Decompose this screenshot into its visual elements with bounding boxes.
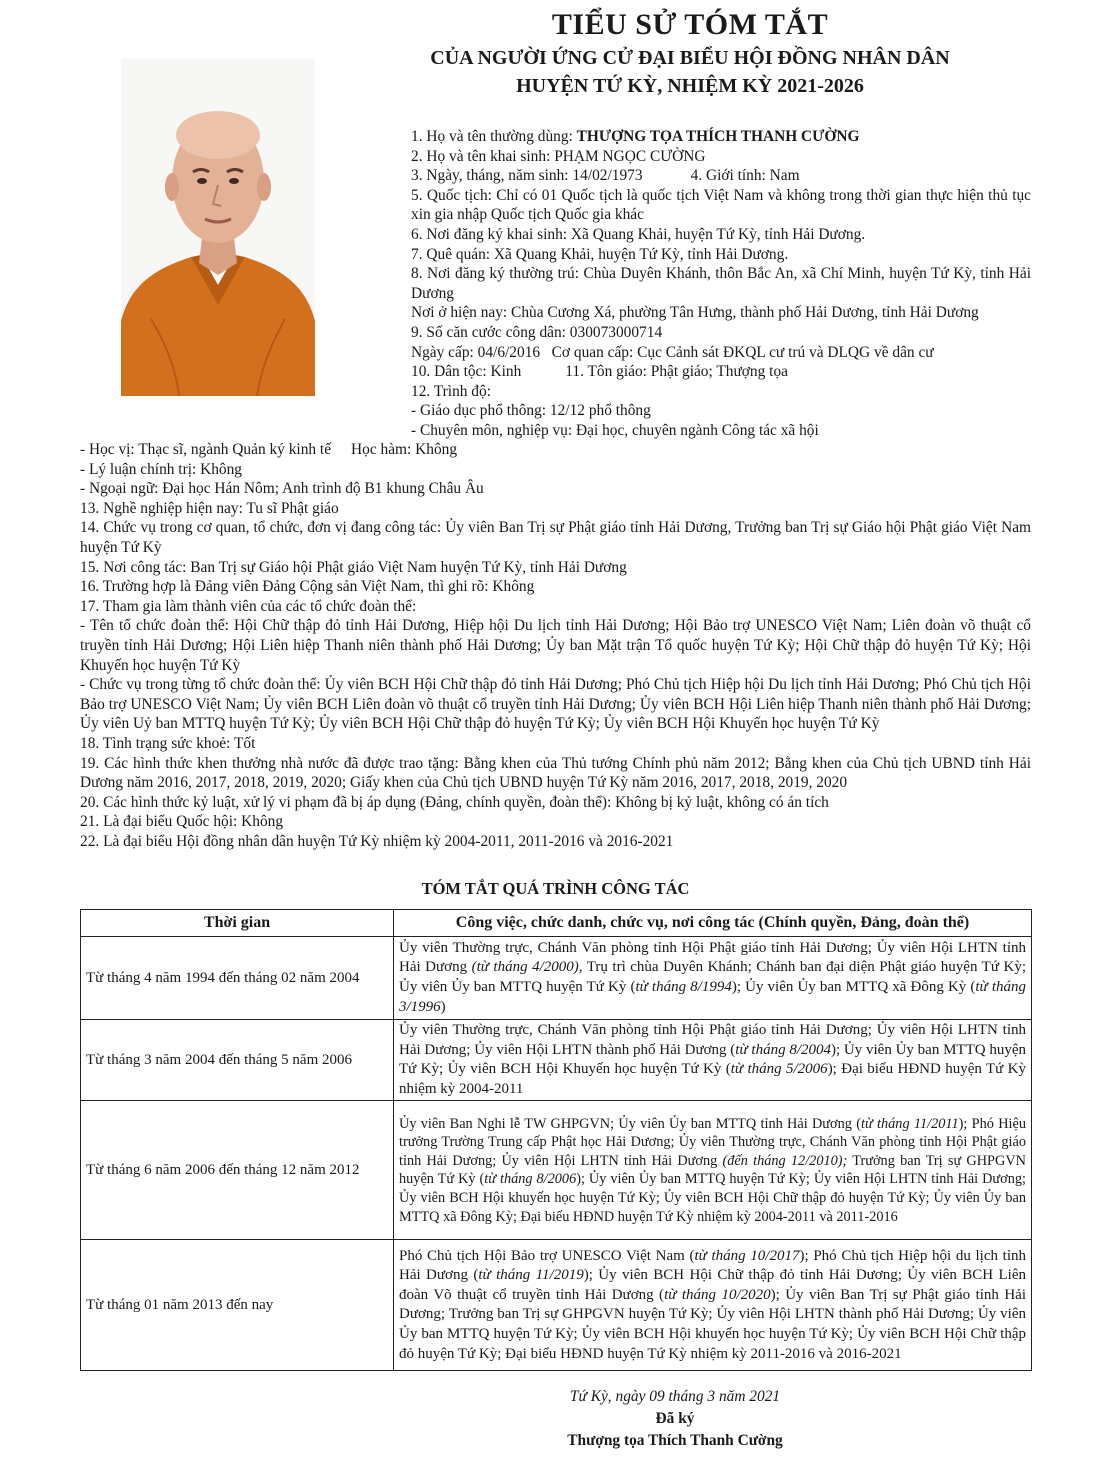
document-subtitle-2: HUYỆN TỨ KỲ, NHIỆM KỲ 2021-2026 <box>516 75 864 97</box>
bio-line-12: 12. Trình độ: <box>411 382 491 400</box>
date-note: từ tháng 3/1996 <box>399 979 1026 1015</box>
signature-date: Tứ Kỳ, ngày 09 tháng 3 năm 2021 <box>569 1388 781 1405</box>
description-text: ); Ủy viên Ủy ban MTTQ huyện Tứ Kỳ; Ủy viên BCH Hội Khuyến học huyện Tứ Kỳ ( <box>399 1041 1026 1078</box>
description-text: ); Phó Chủ tịch Hiệp hội du lịch tỉnh Hải Dương ( <box>399 1247 1027 1284</box>
portrait-image <box>121 59 315 396</box>
bio-line-14: 14. Chức vụ trong cơ quan, tổ chức, đơn vị đang công tác: Ủy viên Ban Trị sự Phật giáo tỉnh Hải Dương, Trưởng ban Trị sự Giáo hội Phật giáo Việt Nam huyện Tứ Kỳ <box>80 519 1031 556</box>
date-note: từ tháng 11/2019 <box>478 1267 584 1284</box>
bio-line-2: 2. Họ và tên khai sinh: PHẠM NGỌC CƯỜNG <box>411 147 706 165</box>
bio-line-18: 18. Tình trạng sức khoẻ: Tốt <box>80 734 256 752</box>
bio-line-12c <box>80 440 1031 460</box>
signature-status: Đã ký <box>655 1410 695 1427</box>
signature-block <box>500 1386 850 1452</box>
date-note: từ tháng 10/2020 <box>664 1286 771 1303</box>
bio-line-17: 17. Tham gia làm thành viên của các tổ chức đoàn thể: <box>80 597 417 615</box>
bio-line-7: 7. Quê quán: Xã Quang Khải, huyện Tứ Kỳ, tỉnh Hải Dương. <box>411 245 789 263</box>
bio-line-10 <box>411 362 1031 382</box>
description-text: Ủy viên Thường trực, Chánh Văn phòng tỉnh Hội Phật giáo tỉnh Hải Dương; Ủy viên Hội LHTN tỉnh Hải Dương; Ủy viên Hội LHTN thành phố Hải Dương ( <box>399 1022 1026 1058</box>
bio-line-13: 13. Nghề nghiệp hiện nay: Tu sĩ Phật giáo <box>80 499 339 517</box>
bio-line-21: 21. Là đại biểu Quốc hội: Không <box>80 813 284 831</box>
description-text: Ủy viên Thường trực, Chánh Văn phòng tỉnh Hội Phật giáo tỉnh Hải Dương; Ủy viên Hội LHTN tỉnh Hải Dương <box>399 939 1026 976</box>
description-text: ); Phó Hiệu trưởng Trường Trung cấp Phật học Hải Dương; Ủy viên Thường trực, Chánh Văn phòng tỉnh Hội Phật giáo tỉnh Hải Dương; Ủy viên Hội LHTN tỉnh Hải Dương <box>399 1115 1026 1169</box>
date-note: từ tháng 8/2006 <box>484 1171 577 1188</box>
date-note: (đến tháng 12/2010); <box>722 1152 848 1169</box>
bio-line-17a: - Tên tổ chức đoàn thể: Hội Chữ thập đỏ tỉnh Hải Dương, Hiệp hội Du lịch tỉnh Hải Dương; Hội Bảo trợ UNESCO Việt Nam; Liên đoàn võ thuật cổ truyền tỉnh Hải Dương; Hội Liên hiệp Thanh niên thành phố Hải Dương; Ủy ban Mặt trận Tổ quốc huyện Tứ Kỳ; Hội Chữ thập đỏ huyện Tứ Kỳ; Hội Khuyến học huyện Tứ Kỳ <box>80 617 1031 674</box>
table-cell-description <box>394 1020 1032 1101</box>
table-header-row <box>81 910 1032 937</box>
description-text: ); Đại biểu HĐND huyện Tứ Kỳ nhiệm kỳ 2004-2011 <box>399 1061 1026 1097</box>
table-row <box>81 1101 1032 1240</box>
work-history-table <box>80 909 1032 1371</box>
table-cell-period: Từ tháng 4 năm 1994 đến tháng 02 năm 2004 <box>81 937 394 1020</box>
description-text: ); Ủy viên Ban Trị sự Phật giáo tỉnh Hải Dương; Trưởng ban Trị sự GHPGVN huyện Tứ Kỳ; Ủy viên Hội LHTN thành phố Hải Dương; Ủy viên Ủy ban MTTQ huyện Tứ Kỳ; Ủy viên BCH Hội khuyến học huyện Tứ Kỳ; Ủy viên BCH Hội Chữ thập đỏ huyện Tứ Kỳ; Đại biểu HĐND huyện Tứ Kỳ nhiệm kỳ 2011-2016 và 2016-2021 <box>399 1286 1027 1362</box>
document-subtitle-1: CỦA NGƯỜI ỨNG CỬ ĐẠI BIỂU HỘI ĐỒNG NHÂN DÂN <box>430 47 950 69</box>
document-title: TIỂU SỬ TÓM TẮT <box>551 8 829 41</box>
column-header-period: Thời gian <box>81 910 394 937</box>
description-text: Ủy viên Ban Nghi lễ TW GHPGVN; Ủy viên Ủy ban MTTQ tỉnh Hải Dương ( <box>399 1115 861 1132</box>
bio-line-3 <box>411 166 1031 186</box>
bio-section-top <box>411 127 1031 441</box>
table-cell-description <box>394 937 1032 1020</box>
date-note: từ tháng 11/2011 <box>860 1115 959 1132</box>
bio-line-17b: - Chức vụ trong từng tổ chức đoàn thể: Ủy viên BCH Hội Chữ thập đỏ tỉnh Hải Dương; Phó Chủ tịch Hiệp hội Du lịch tỉnh Hải Dương; Phó Chủ tịch Hội Bảo trợ UNESCO Việt Nam; Ủy viên BCH Liên đoàn võ thuật cổ truyền tỉnh Hải Dương; Ủy viên BCH Hội Liên hiệp Thanh niên thành phố Hải Dương; Ủy viên Uỷ ban MTTQ huyện Tứ Kỳ; Ủy viên BCH Hội Chữ thập đỏ huyện Tứ Kỳ; Ủy viên BCH Hội Khuyến học huyện Tứ Kỳ <box>80 676 1031 733</box>
bio-line-8: 8. Nơi đăng ký thường trú: Chùa Duyên Khánh, thôn Bắc An, xã Chí Minh, huyện Tứ Kỳ, tỉnh Hải Dương <box>411 265 1031 302</box>
bio-label-common-name: 1. Họ và tên thường dùng: <box>411 128 577 145</box>
description-text: ); Ủy viên Ủy ban MTTQ huyện Tứ Kỳ; Ủy viên Hội LHTN tỉnh Hải Dương; Ủy viên BCH Hội khuyến học huyện Tứ Kỳ; Ủy viên BCH Hội Chữ thập đỏ huyện Tứ Kỳ; Ủy viên Ủy ban MTTQ xã Đông Kỳ; Đại biểu HĐND huyện Tứ Kỳ nhiệm kỳ 2004-2011 và 2011-2016 <box>399 1171 1027 1225</box>
table-cell-period: Từ tháng 6 năm 2006 đến tháng 12 năm 2012 <box>81 1101 394 1240</box>
table-row <box>81 937 1032 1020</box>
bio-line-5: 5. Quốc tịch: Chỉ có 01 Quốc tịch là quốc tịch Việt Nam và không trong thời gian thực hiện thủ tục xin gia nhập Quốc tịch Quốc gia khác <box>411 186 1031 224</box>
bio-line-12a: - Giáo dục phổ thông: 12/12 phổ thông <box>411 402 651 420</box>
bio-line-12e: - Ngoại ngữ: Đại học Hán Nôm; Anh trình độ B1 khung Châu Âu <box>80 480 484 498</box>
bio-degree: - Học vị: Thạc sĩ, ngành Quản ký kinh tế <box>80 441 332 458</box>
description-text: ) <box>440 998 446 1015</box>
date-note: (từ tháng 4/2000), <box>471 959 583 976</box>
date-note: từ tháng 10/2017 <box>694 1247 800 1264</box>
bio-line-6: 6. Nơi đăng ký khai sinh: Xã Quang Khải, huyện Tứ Kỳ, tỉnh Hải Dương. <box>411 225 866 243</box>
table-row <box>81 1240 1032 1371</box>
table-row <box>81 1020 1032 1101</box>
portrait-photo <box>121 59 315 396</box>
bio-line-8b: Nơi ở hiện nay: Chùa Cương Xá, phường Tân Hưng, thành phố Hải Dương, tỉnh Hải Dương <box>411 304 979 322</box>
bio-dob: 3. Ngày, tháng, năm sinh: 14/02/1973 <box>411 167 643 185</box>
bio-religion: 11. Tôn giáo: Phật giáo; Thượng tọa <box>565 363 788 381</box>
bio-gender: 4. Giới tính: Nam <box>690 167 800 185</box>
bio-line-1 <box>411 127 1031 147</box>
table-cell-description <box>394 1240 1032 1371</box>
bio-line-9b: Ngày cấp: 04/6/2016 Cơ quan cấp: Cục Cảnh sát ĐKQL cư trú và DLQG về dân cư <box>411 343 934 361</box>
bio-line-22: 22. Là đại biểu Hội đồng nhân dân huyện Tứ Kỳ nhiệm kỳ 2004-2011, 2011-2016 và 2016-2021 <box>80 832 674 850</box>
bio-line-12d: - Lý luận chính trị: Không <box>80 460 242 478</box>
description-text: Phó Chủ tịch Hội Bảo trợ UNESCO Việt Nam ( <box>399 1247 695 1264</box>
signature-name: Thượng tọa Thích Thanh Cường <box>567 1432 783 1449</box>
bio-value-common-name: THƯỢNG TỌA THÍCH THANH CƯỜNG <box>576 128 860 145</box>
bio-line-19: 19. Các hình thức khen thưởng nhà nước đã được trao tặng: Bằng khen của Thủ tướng Chính phủ năm 2012; Bằng khen của Chủ tịch UBND tỉnh Hải Dương năm 2016, 2017, 2018, 2019, 2020; Giấy khen của Chủ tịch UBND huyện Tứ Kỳ năm 2016, 2017, 2018, 2019, 2020 <box>80 754 1031 792</box>
bio-line-20: 20. Các hình thức kỷ luật, xử lý vi phạm đã bị áp dụng (Đảng, chính quyền, đoàn thể): Không bị kỷ luật, không có án tích <box>80 793 829 811</box>
description-text: ); Ủy viên Ủy ban MTTQ xã Đông Kỳ ( <box>731 979 976 995</box>
description-text: Trụ trì chùa Duyên Khánh; Chánh ban đại diện Phật giáo huyện Tứ Kỳ; Ủy viên Ủy ban MTTQ huyện Tứ Kỳ ( <box>399 959 1026 995</box>
date-note: từ tháng 8/2004 <box>735 1041 831 1058</box>
column-header-description: Công việc, chức danh, chức vụ, nơi công tác (Chính quyền, Đảng, đoàn thể) <box>394 910 1032 937</box>
bio-academic-title: Học hàm: Không <box>351 441 458 458</box>
description-text: ); Ủy viên BCH Hội Chữ thập đỏ tỉnh Hải Dương; Ủy viên BCH Liên đoàn Võ thuật cổ truyền tỉnh Hải Dương ( <box>399 1267 1026 1303</box>
work-history-title: TÓM TẮT QUÁ TRÌNH CÔNG TÁC <box>421 879 690 898</box>
table-cell-description <box>394 1101 1032 1240</box>
bio-line-15: 15. Nơi công tác: Ban Trị sự Giáo hội Phật giáo Việt Nam huyện Tứ Kỳ, tỉnh Hải Dương <box>80 558 627 576</box>
table-cell-period: Từ tháng 3 năm 2004 đến tháng 5 năm 2006 <box>81 1020 394 1101</box>
bio-ethnicity: 10. Dân tộc: Kinh <box>411 363 522 381</box>
bio-line-9: 9. Số căn cước công dân: 030073000714 <box>411 323 663 341</box>
date-note: từ tháng 8/1994 <box>635 979 732 995</box>
description-text: Trưởng ban Trị sự GHPGVN huyện Tứ Kỳ ( <box>399 1152 1026 1188</box>
table-cell-period: Từ tháng 01 năm 2013 đến nay <box>81 1240 394 1371</box>
bio-section-main <box>80 440 1031 851</box>
date-note: từ tháng 5/2006 <box>730 1061 828 1078</box>
bio-line-16: 16. Trường hợp là Đảng viên Đảng Cộng sản Việt Nam, thì ghi rõ: Không <box>80 578 535 596</box>
bio-line-12b: - Chuyên môn, nghiệp vụ: Đại học, chuyên ngành Công tác xã hội <box>411 421 819 439</box>
